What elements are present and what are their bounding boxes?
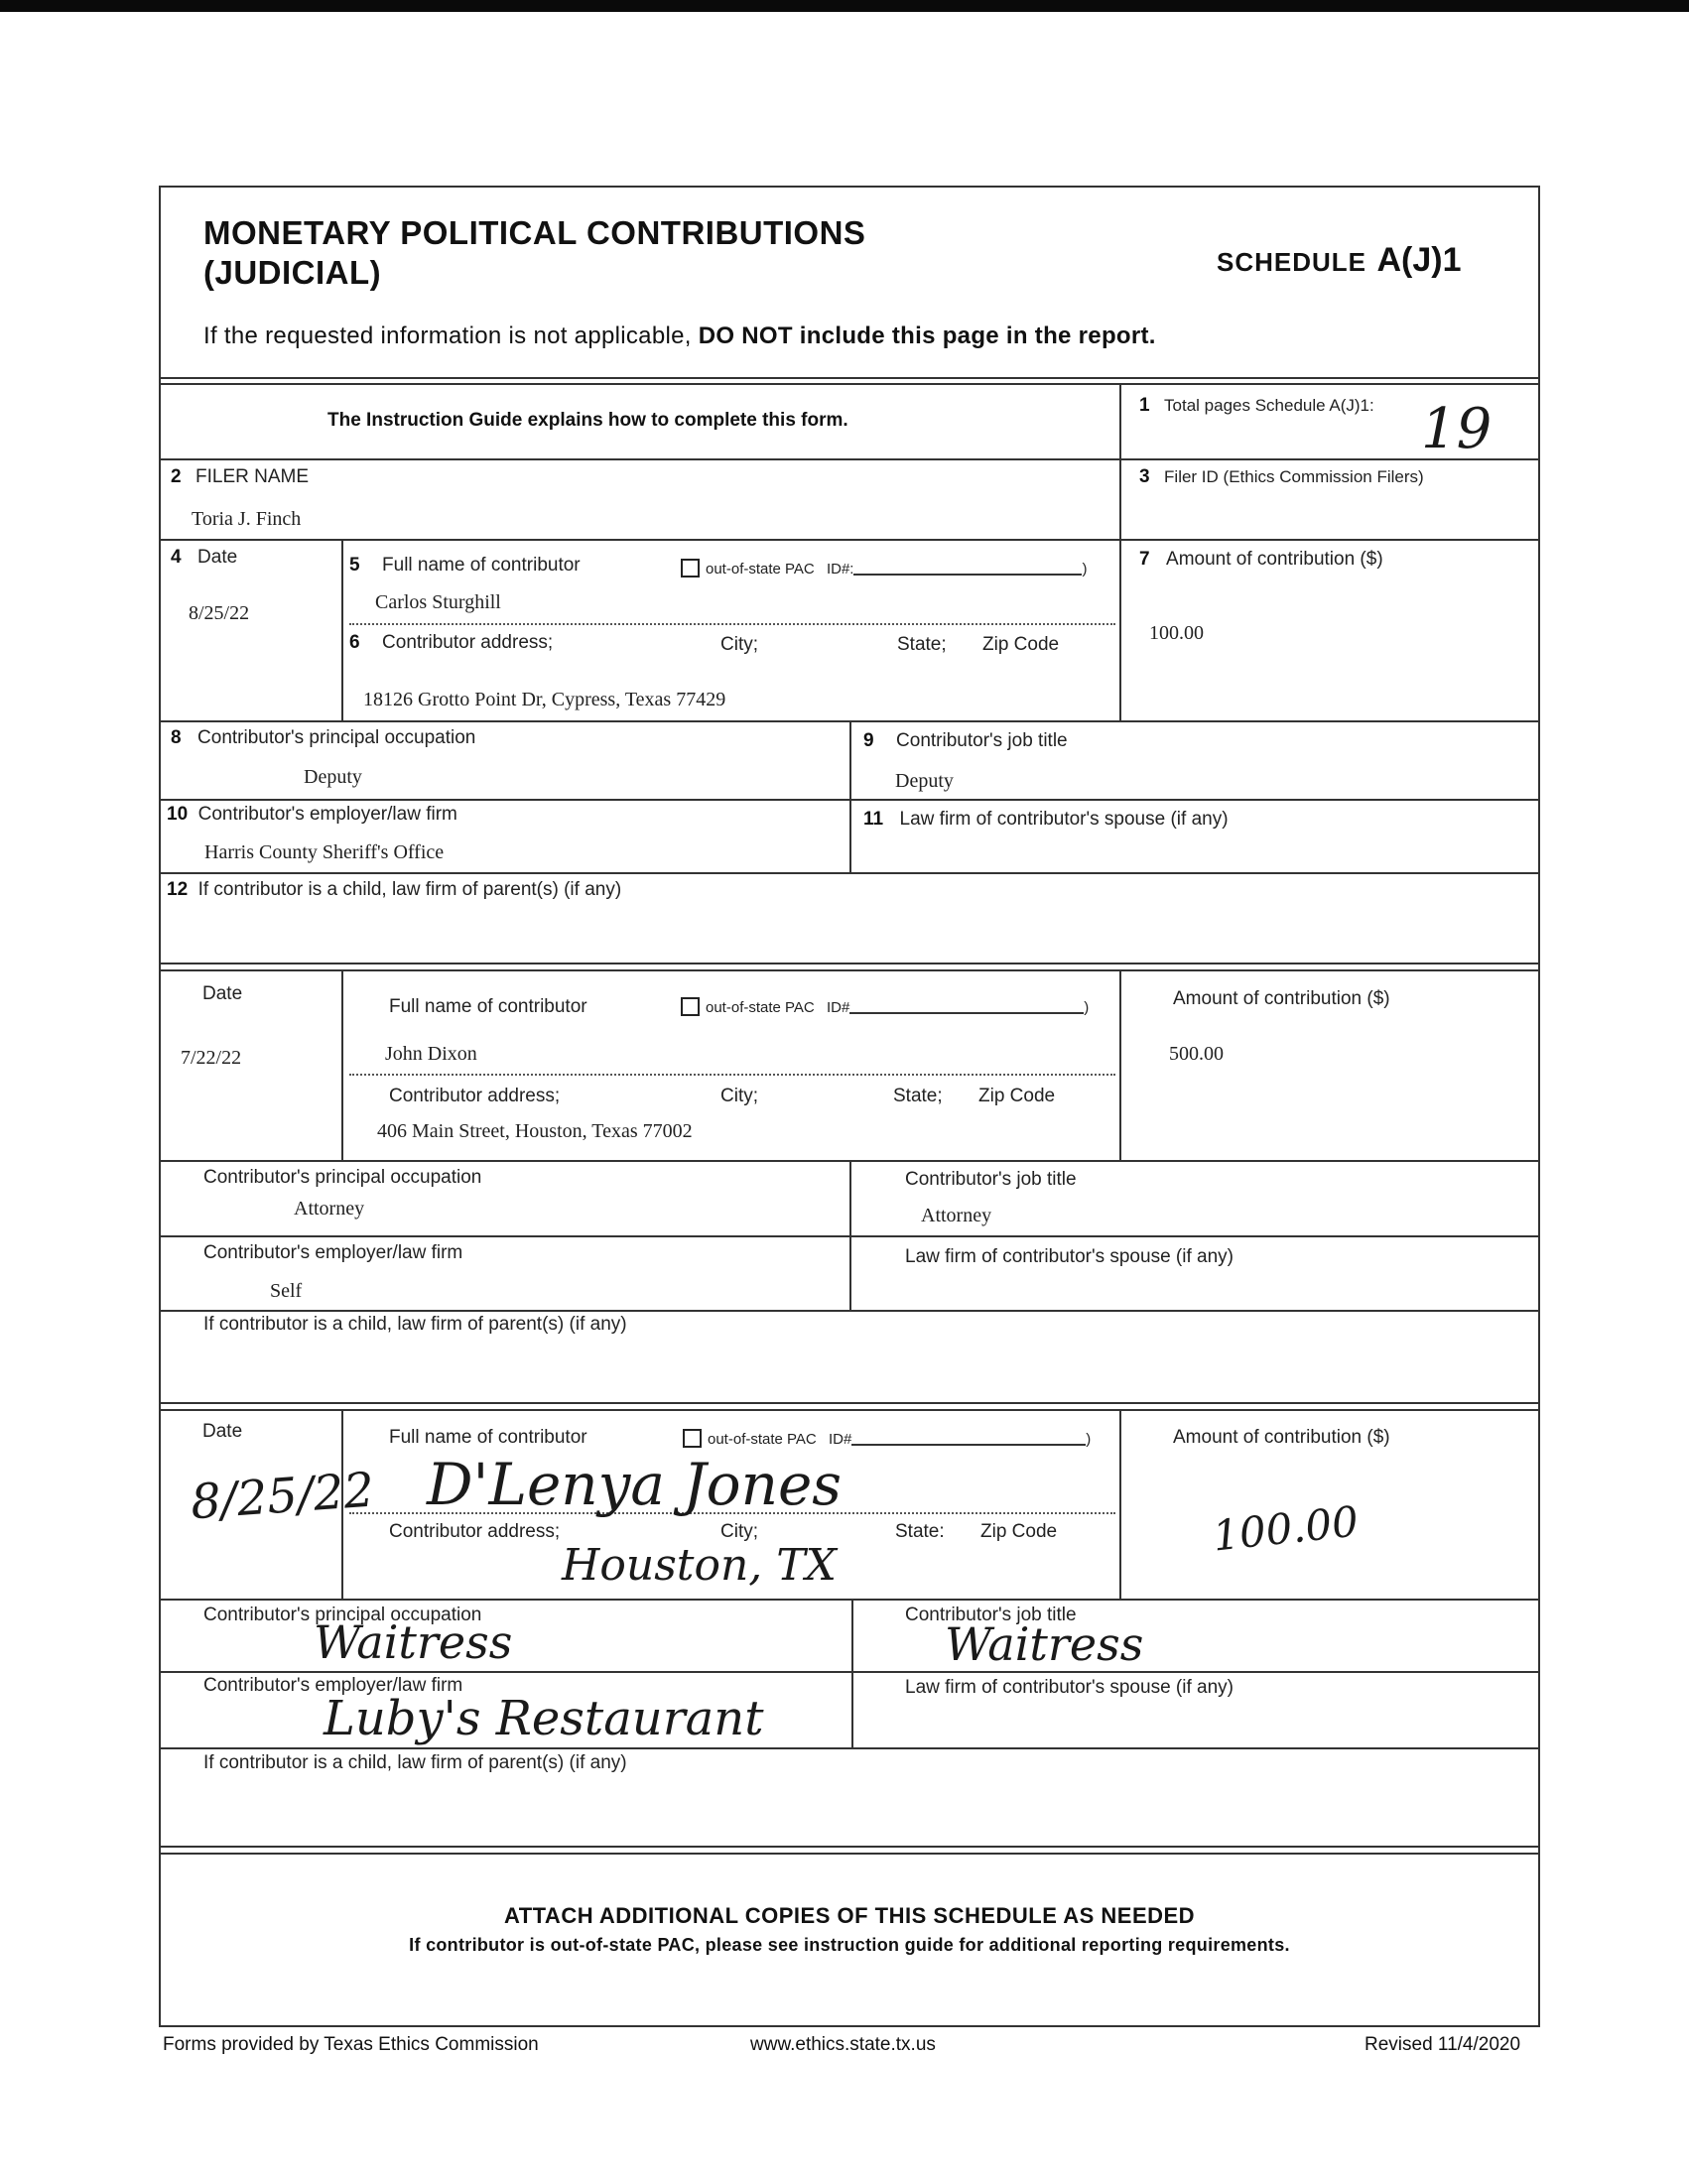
c2-parent-label: If contributor is a child, law firm of parent(s) (if any) bbox=[203, 1314, 627, 1335]
c3-occupation-value: Waitress bbox=[314, 1615, 513, 1669]
field-4-number: 4 bbox=[171, 547, 182, 568]
c2-out-of-state-checkbox[interactable] bbox=[681, 997, 700, 1016]
c3-id-label: ID# bbox=[828, 1431, 852, 1448]
c1-employer-text: Contributor's employer/law firm bbox=[197, 804, 457, 825]
total-pages-label bbox=[1139, 395, 1374, 417]
filer-name-label bbox=[171, 466, 309, 488]
c2-amount-value: 500.00 bbox=[1169, 1043, 1224, 1065]
c3-date-label: Date bbox=[202, 1421, 243, 1442]
c3-name-value: D'Lenya Jones bbox=[427, 1451, 843, 1518]
c1-job-title-value: Deputy bbox=[895, 770, 954, 792]
c3-spouse-label: Law firm of contributor's spouse (if any) bbox=[905, 1677, 1234, 1698]
footer-website[interactable]: www.ethics.state.tx.us bbox=[750, 2034, 936, 2055]
c3-zip-label: Zip Code bbox=[980, 1521, 1058, 1542]
c2-address-label: Contributor address; bbox=[389, 1086, 561, 1106]
field-2-number: 2 bbox=[171, 466, 182, 487]
c1-job-title-label bbox=[863, 730, 1068, 752]
field-3-number: 3 bbox=[1139, 466, 1150, 487]
c1-parent-label bbox=[167, 879, 621, 901]
total-pages-value: 19 bbox=[1421, 397, 1493, 461]
scan-top-border bbox=[0, 0, 1689, 12]
c1-date-label bbox=[171, 547, 237, 569]
c2-job-title-value: Attorney bbox=[921, 1205, 992, 1226]
c1-job-title-text: Contributor's job title bbox=[896, 730, 1068, 751]
c2-id-label: ID# bbox=[826, 999, 850, 1016]
c1-id-label: ID#: bbox=[826, 561, 854, 578]
schedule-code: A(J)1 bbox=[1376, 241, 1462, 279]
c2-occupation-label: Contributor's principal occupation bbox=[203, 1167, 482, 1188]
c2-employer-label: Contributor's employer/law firm bbox=[203, 1242, 463, 1263]
field-6-number: 6 bbox=[349, 632, 360, 653]
c3-occupation-label: Contributor's principal occupation bbox=[203, 1605, 482, 1625]
out-of-state-pac-note: If contributor is out-of-state PAC, please see instruction guide for additional reporting requirements. bbox=[409, 1935, 1290, 1955]
c3-state-label: State: bbox=[895, 1521, 945, 1542]
field-9-number: 9 bbox=[863, 730, 874, 751]
c3-pac-label: out-of-state PAC bbox=[708, 1431, 817, 1448]
c2-date-value: 7/22/22 bbox=[181, 1047, 242, 1069]
schedule-word: SCHEDULE bbox=[1217, 247, 1367, 277]
c1-name-value: Carlos Sturghill bbox=[375, 591, 501, 613]
c1-spouse-text: Law firm of contributor's spouse (if any) bbox=[899, 809, 1229, 830]
c1-address-value: 18126 Grotto Point Dr, Cypress, Texas 77429 bbox=[363, 689, 726, 710]
c2-pac-id-field[interactable] bbox=[849, 1012, 1084, 1014]
filer-id-label bbox=[1139, 466, 1424, 488]
field-1-number: 1 bbox=[1139, 395, 1150, 416]
c1-pac-label: out-of-state PAC bbox=[706, 561, 815, 578]
field-10-number: 10 bbox=[167, 804, 189, 825]
c3-employer-label: Contributor's employer/law firm bbox=[203, 1675, 463, 1696]
c3-job-title-value: Waitress bbox=[945, 1617, 1144, 1671]
c1-address-label bbox=[349, 632, 553, 654]
c3-parent-label: If contributor is a child, law firm of parent(s) (if any) bbox=[203, 1752, 627, 1773]
c1-out-of-state-checkbox[interactable] bbox=[681, 559, 700, 578]
c1-occupation-value: Deputy bbox=[304, 766, 362, 788]
applicability-note-text: If the requested information is not applicable, bbox=[203, 322, 692, 349]
c3-date-value: 8/25/22 bbox=[189, 1462, 376, 1531]
c1-occupation-text: Contributor's principal occupation bbox=[197, 727, 476, 748]
c1-name-label bbox=[349, 555, 581, 577]
c2-job-title-label: Contributor's job title bbox=[905, 1169, 1077, 1190]
instruction-guide-note: The Instruction Guide explains how to complete this form. bbox=[327, 410, 848, 431]
c1-employer-label bbox=[167, 804, 457, 826]
c3-job-title-label: Contributor's job title bbox=[905, 1605, 1077, 1625]
total-pages-text: Total pages Schedule A(J)1: bbox=[1164, 396, 1374, 415]
c3-amount-value: 100.00 bbox=[1210, 1496, 1362, 1561]
schedule-label bbox=[1217, 241, 1462, 280]
c3-address-value: Houston, TX bbox=[562, 1540, 837, 1591]
field-5-number: 5 bbox=[349, 555, 360, 576]
c1-city-label: City; bbox=[720, 634, 758, 655]
c2-employer-value: Self bbox=[270, 1280, 303, 1302]
filer-name-value: Toria J. Finch bbox=[192, 508, 302, 530]
c2-state-label: State; bbox=[893, 1086, 943, 1106]
c2-occupation-value: Attorney bbox=[294, 1198, 365, 1220]
form-title-line1: MONETARY POLITICAL CONTRIBUTIONS bbox=[203, 214, 866, 251]
filer-name-text: FILER NAME bbox=[195, 466, 310, 487]
footer-revision: Revised 11/4/2020 bbox=[1364, 2034, 1521, 2055]
c2-spouse-label: Law firm of contributor's spouse (if any) bbox=[905, 1246, 1234, 1267]
c1-out-of-state-pac: out-of-state PAC ID#: ) bbox=[681, 559, 1087, 578]
applicability-note-bold: DO NOT include this page in the report. bbox=[698, 322, 1156, 349]
c1-pac-id-field[interactable] bbox=[853, 574, 1082, 576]
c1-date-value: 8/25/22 bbox=[189, 602, 250, 624]
c2-pac-label: out-of-state PAC bbox=[706, 999, 815, 1016]
c2-zip-label: Zip Code bbox=[978, 1086, 1056, 1106]
attach-copies-note: ATTACH ADDITIONAL COPIES OF THIS SCHEDULE AS NEEDED bbox=[503, 1903, 1196, 1928]
field-11-number: 11 bbox=[863, 809, 884, 830]
filer-id-text: Filer ID (Ethics Commission Filers) bbox=[1164, 467, 1424, 486]
field-8-number: 8 bbox=[171, 727, 182, 748]
c1-state-label: State; bbox=[897, 634, 947, 655]
c3-pac-id-field[interactable] bbox=[851, 1444, 1086, 1446]
c1-employer-value: Harris County Sheriff's Office bbox=[204, 841, 445, 863]
footer-provider: Forms provided by Texas Ethics Commission bbox=[163, 2034, 539, 2055]
field-7-number: 7 bbox=[1139, 549, 1150, 570]
c3-out-of-state-pac: out-of-state PAC ID# ) bbox=[683, 1429, 1091, 1448]
c3-name-label: Full name of contributor bbox=[389, 1427, 587, 1448]
c3-city-label: City; bbox=[720, 1521, 758, 1542]
c1-spouse-label bbox=[863, 809, 1229, 831]
c3-amount-label: Amount of contribution ($) bbox=[1173, 1427, 1390, 1448]
c2-city-label: City; bbox=[720, 1086, 758, 1106]
c1-amount-label bbox=[1139, 549, 1383, 571]
c1-occupation-label bbox=[171, 727, 475, 749]
c1-amount-value: 100.00 bbox=[1149, 622, 1204, 644]
form-title-line2: (JUDICIAL) bbox=[203, 254, 382, 291]
c3-employer-value: Luby's Restaurant bbox=[324, 1691, 764, 1746]
c2-out-of-state-pac: out-of-state PAC ID# ) bbox=[681, 997, 1089, 1016]
c1-zip-label: Zip Code bbox=[982, 634, 1060, 655]
applicability-note bbox=[203, 322, 1156, 350]
field-12-number: 12 bbox=[167, 879, 189, 900]
c1-date-text: Date bbox=[197, 547, 238, 568]
form-frame bbox=[159, 186, 1540, 2027]
c3-address-label: Contributor address; bbox=[389, 1521, 561, 1542]
c2-date-label: Date bbox=[202, 983, 243, 1004]
c3-out-of-state-checkbox[interactable] bbox=[683, 1429, 702, 1448]
c2-address-value: 406 Main Street, Houston, Texas 77002 bbox=[377, 1120, 693, 1142]
c1-address-text: Contributor address; bbox=[382, 632, 554, 653]
c1-name-text: Full name of contributor bbox=[382, 555, 581, 576]
c1-parent-text: If contributor is a child, law firm of parent(s) (if any) bbox=[197, 879, 622, 900]
c2-amount-label: Amount of contribution ($) bbox=[1173, 988, 1390, 1009]
c2-name-label: Full name of contributor bbox=[389, 996, 587, 1017]
c2-name-value: John Dixon bbox=[385, 1043, 477, 1065]
c1-amount-text: Amount of contribution ($) bbox=[1166, 549, 1383, 570]
